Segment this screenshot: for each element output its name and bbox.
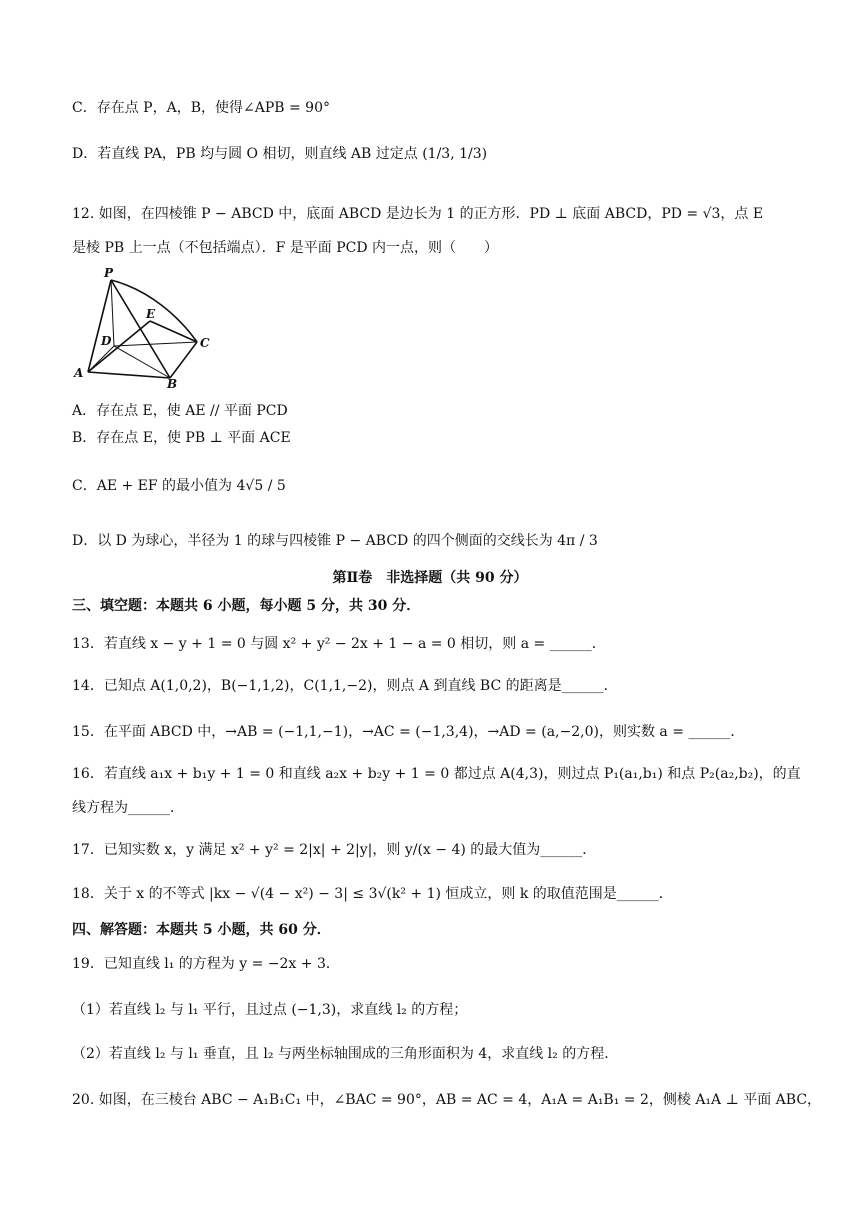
part-4-heading: 四、解答题：本题共 5 小题，共 60 分． [72, 922, 331, 938]
question-12-line-1: 12. 如图，在四棱锥 P − ABCD 中，底面 ABCD 是边长为 1 的正方形．PD ⊥ 底面 ABCD，PD = √3，点 E [72, 206, 764, 222]
edge-DC [114, 342, 197, 346]
option-a-12: A．存在点 E，使 AE // 平面 PCD [72, 403, 288, 419]
edge-PA [88, 280, 111, 372]
option-d-11: D．若直线 PA，PB 均与圆 O 相切，则直线 AB 过定点 (1/3, 1/3) [72, 146, 488, 162]
edge-BC [170, 342, 197, 378]
label-E: E [146, 307, 156, 321]
question-14: 14．已知点 A(1,0,2)，B(−1,1,2)，C(1,1,−2)，则点 A 到直线 BC 的距离是______． [72, 678, 618, 694]
edge-DB [114, 346, 170, 378]
question-13: 13．若直线 x − y + 1 = 0 与圆 x² + y² − 2x + 1 − a = 0 相切，则 a = ______． [72, 636, 606, 652]
edge-AB [88, 372, 170, 378]
question-16-line-2: 线方程为______． [72, 800, 184, 816]
option-c-12: C．AE + EF 的最小值为 4√5 / 5 [72, 478, 286, 494]
question-12-line-2: 是棱 PB 上一点（不包括端点）．F 是平面 PCD 内一点，则（ ） [72, 240, 499, 256]
option-d-12: D．以 D 为球心，半径为 1 的球与四棱锥 P − ABCD 的四个侧面的交线长为 4π / 3 [72, 533, 598, 549]
edge-AE [88, 321, 150, 372]
question-19-part-1: （1）若直线 l₂ 与 l₁ 平行，且过点 (−1,3)，求直线 l₂ 的方程； [72, 1002, 468, 1018]
option-c-11: C．存在点 P，A，B，使得∠APB = 90° [72, 100, 330, 116]
pyramid-figure [70, 266, 220, 388]
label-B: B [167, 377, 178, 388]
label-D: D [101, 334, 112, 348]
question-16-line-1: 16．若直线 a₁x + b₁y + 1 = 0 和直线 a₂x + b₂y + 1 = 0 都过点 A(4,3)，则过点 P₁(a₁,b₁) 和点 P₂(a₂,b₂)，的直 [72, 766, 801, 782]
section-title: 第Ⅱ卷 非选择题（共 90 分） [332, 570, 528, 586]
label-C: C [200, 336, 210, 350]
label-A: A [74, 366, 84, 380]
part-3-heading: 三、填空题：本题共 6 小题，每小题 5 分，共 30 分． [72, 598, 421, 614]
question-19-part-2: （2）若直线 l₂ 与 l₁ 垂直，且 l₂ 与两坐标轴围成的三角形面积为 4，求直线 l₂ 的方程． [72, 1046, 619, 1062]
question-19: 19．已知直线 l₁ 的方程为 y = −2x + 3． [72, 956, 340, 972]
question-20: 20. 如图，在三棱台 ABC − A₁B₁C₁ 中，∠BAC = 90°，AB = AC = 4，A₁A = A₁B₁ = 2，侧棱 A₁A ⊥ 平面 ABC， [72, 1092, 822, 1108]
option-b-12: B．存在点 E，使 PB ⊥ 平面 ACE [72, 430, 291, 446]
label-P: P [104, 266, 114, 280]
question-15: 15．在平面 ABCD 中，→AB = (−1,1,−1)，→AC = (−1,3,4)，→AD = (a,−2,0)，则实数 a = ______． [72, 724, 745, 740]
question-17: 17．已知实数 x，y 满足 x² + y² = 2|x| + 2|y|，则 y/(x − 4) 的最大值为______． [72, 842, 597, 858]
edge-PD [111, 280, 114, 346]
question-18: 18．关于 x 的不等式 |kx − √(4 − x²) − 3| ≤ 3√(k² + 1) 恒成立，则 k 的取值范围是______． [72, 886, 673, 902]
